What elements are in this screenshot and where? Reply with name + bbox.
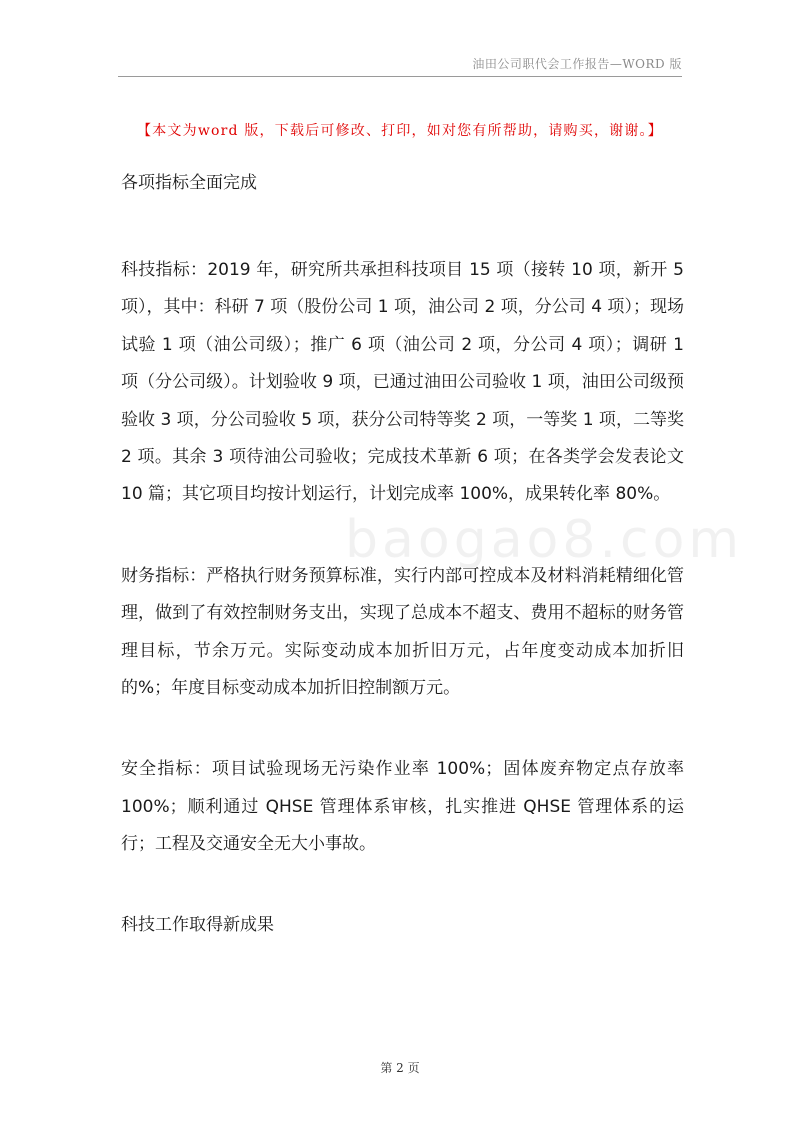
purchase-notice: 【本文为word 版，下载后可修改、打印，如对您有所帮助，请购买，谢谢。】 xyxy=(137,123,663,139)
paragraph-finance-indicators: 财务指标：严格执行财务预算标准，实行内部可控成本及材料消耗精细化管理，做到了有效控制财务支出，实现了总成本不超支、费用不超标的财务管理目标，节余万元。实际变动成本加折旧万元，占年度变动成本加折旧的%；年度目标变动成本加折旧控制额万元。 xyxy=(121,565,684,699)
paragraph-safety-indicators: 安全指标：项目试验现场无污染作业率 100%；固体废弃物定点存放率 100%；顺利通过 QHSE 管理体系审核，扎实推进 QHSE 管理体系的运行；工程及交通安全无大小事故。 xyxy=(121,759,684,855)
document-body xyxy=(121,166,684,942)
paragraph-spacer xyxy=(121,514,684,558)
watermark: baogao8.com xyxy=(345,510,744,570)
paragraph-spacer xyxy=(121,864,684,908)
page-number: 第 2 页 xyxy=(380,1061,420,1075)
paragraph-spacer xyxy=(121,200,684,252)
paragraph-tech-indicators: 科技指标：2019 年，研究所共承担科技项目 15 项（接转 10 项，新开 5 项），其中：科研 7 项（股份公司 1 项，油公司 2 项，分公司 4 项）；现场试验 1 项（油公司级）；推广 6 项（油公司 2 项，分公司 4 项）；调研 1 项（分公司级）。计划验收 9 项，已通过油田公司验收 1 项，油田公司级预验收 3 项，分公司验收 5 项，获分公司特等奖 2 项，一等奖 1 项，二等奖 2 项。其余 3 项待油公司验收；完成技术革新 6 项；在各类学会发表论文 10 篇；其它项目均按计划运行，计划完成率 100%，成果转化率 80%。 xyxy=(121,260,684,505)
header-divider xyxy=(118,76,682,77)
section-heading-indicators: 各项指标全面完成 xyxy=(121,173,257,193)
running-header-title: 油田公司职代会工作报告—WORD 版 xyxy=(472,57,682,71)
paragraph-spacer xyxy=(121,707,684,751)
section-heading-achievements: 科技工作取得新成果 xyxy=(121,914,274,935)
